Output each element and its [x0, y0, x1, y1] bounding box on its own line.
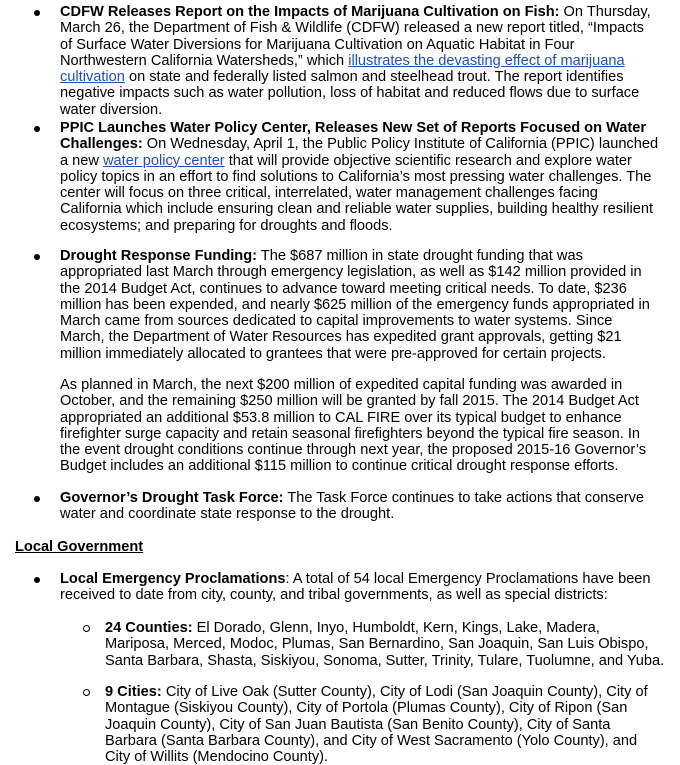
bullet-title: PPIC Launches Water Policy Center, Releases New Set of Reports Focused on Water Challenges:: [60, 120, 647, 153]
water-policy-center-link[interactable]: water policy center: [103, 152, 225, 169]
bullet-text: : A total of 54 local Emergency Proclamations have been received to date from city, county, and tribal governments, as well as special districts:: [60, 571, 651, 604]
bullet-ppic: [60, 120, 660, 234]
bullet-icon: [34, 10, 40, 16]
circle-bullet-icon: [83, 625, 90, 632]
bullet-title: Drought Response Funding:: [60, 248, 257, 264]
bullet-text: that will provide objective scientific research and explore water policy topics in an effort to find solutions to California’s most pressing water challenges. The center will focus on three critical, interrelated, water management challenges facing California which include ensuring clean and reliable water supplies, building healthy resilient ecosystems; and preparing for droughts and floods.: [60, 152, 654, 234]
bullet-text: On Thursday, March 26, the Department of Fish & Wildlife (CDFW) released a new report titled, “Impacts of Surface Water Diversions for Marijuana Cultivation on Aquatic Habitat in Four Northwestern California Watersheds,” which: [60, 4, 651, 69]
bullet-text: on state and federally listed salmon and steelhead trout. The report identifies negative impacts such as water pollution, loss of habitat and reduced flows due to surface water diversion.: [60, 69, 640, 118]
section-heading-local-government: Local Government: [15, 539, 144, 555]
sub-item-text: El Dorado, Glenn, Inyo, Humboldt, Kern, Kings, Lake, Madera, Mariposa, Merced, Modoc, Plumas, San Bernardino, San Joaquin, San Luis Obispo, Santa Barbara, Shasta, Siskiyou, Sonoma, Sutter, Trinity, Tulare, Tuolumne, and Yuba.: [105, 620, 665, 669]
bullet-icon: [34, 254, 40, 260]
sub-item-title: 24 Counties:: [105, 620, 193, 636]
funding-paragraph-2: As planned in March, the next $200 million of expedited capital funding was awarded in October, and the remaining $250 million will be granted by fall 2015. The 2014 Budget Act appropriated an additional $53.8 million to CAL FIRE over its typical budget to enhance firefighter surge capacity and retain seasonal firefighters beyond the typical fire season. In the event drought conditions continue through next year, the proposed 2015-16 Governor’s Budget includes an additional $115 million to continue critical drought response efforts.: [60, 377, 647, 475]
circle-bullet-icon: [83, 689, 90, 696]
bullet-title: CDFW Releases Report on the Impacts of Marijuana Cultivation on Fish:: [60, 4, 560, 20]
sub-item-cities: [105, 684, 665, 765]
sub-item-counties: [105, 620, 665, 669]
bullet-text: On Wednesday, April 1, the Public Policy Institute of California (PPIC) launched a new: [60, 136, 659, 169]
sub-item-text: City of Live Oak (Sutter County), City of Lodi (San Joaquin County), City of Montague (Siskiyou County), City of Portola (Plumas County), City of Ripon (San Joaquin County), City of San Juan Bautista (San Benito County), City of Santa Barbara (Santa Barbara County), and City of West Sacramento (Yolo County), and City of Willits (Mendocino County).: [105, 684, 648, 765]
bullet-text: The $687 million in state drought funding that was appropriated last March through emergency legislation, as well as $142 million provided in the 2014 Budget Act, continues to advance toward meeting critical needs. To date, $236 million has been expended, and nearly $625 million of the emergency funds appropriated in March came from sources dedicated to capital improvements to water systems. Since March, the Department of Water Resources has expedited grant approvals, getting $21 million immediately allocated to grantees that were pre-approved for certain projects.: [60, 248, 650, 362]
bullet-icon: [34, 577, 40, 583]
bullet-task-force: [60, 490, 660, 523]
bullet-drought-funding: [60, 248, 660, 362]
bullet-icon: [34, 496, 40, 502]
bullet-title: Governor’s Drought Task Force:: [60, 490, 284, 506]
bullet-text: The Task Force continues to take actions that conserve water and coordinate state response to the drought.: [60, 490, 644, 523]
bullet-title: Local Emergency Proclamations: [60, 571, 286, 587]
bullet-local-proclamations: [60, 571, 660, 604]
report-link[interactable]: illustrates the devasting effect of marijuana cultivation: [60, 52, 625, 86]
bullet-icon: [34, 126, 40, 132]
bullet-cdfw-report: [60, 4, 660, 118]
sub-item-title: 9 Cities:: [105, 684, 162, 700]
